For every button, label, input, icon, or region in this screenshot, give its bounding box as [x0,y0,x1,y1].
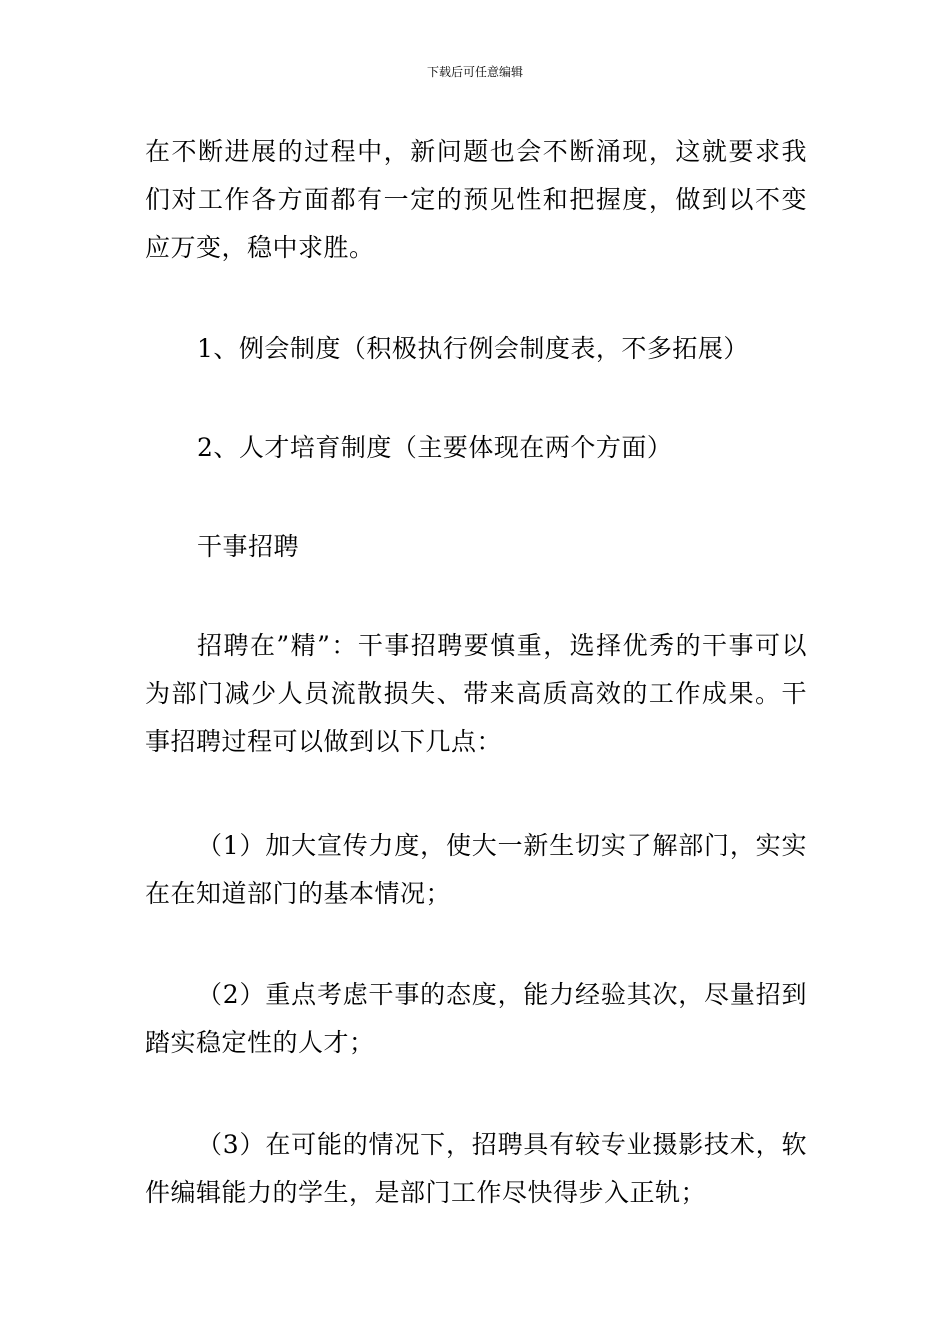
list-item-2: （2）重点考虑干事的态度，能力经验其次，尽量招到踏实稳定性的人才； [145,980,807,1057]
page-header: 下载后可任意编辑 [426,65,523,79]
section-heading-recruitment: 干事招聘 [197,532,300,561]
paragraph-item-1: 1、例会制度（积极执行例会制度表，不多拓展） [197,334,749,363]
paragraph-recruitment: 招聘在”精”：干事招聘要慎重，选择优秀的干事可以为部门减少人员流散损失、带来高质高效的工作成果。干事招聘过程可以做到以下几点： [145,631,807,756]
list-item-3: （3）在可能的情况下，招聘具有较专业摄影技术，软件编辑能力的学生，是部门工作尽快得步入正轨； [145,1130,807,1207]
list-item-1: （1）加大宣传力度，使大一新生切实了解部门，实实在在知道部门的基本情况； [145,831,807,908]
paragraph-item-2: 2、人才培育制度（主要体现在两个方面） [197,433,673,462]
paragraph-intro: 在不断进展的过程中，新问题也会不断涌现，这就要求我们对工作各方面都有一定的预见性和把握度，做到以不变应万变，稳中求胜。 [145,137,807,262]
